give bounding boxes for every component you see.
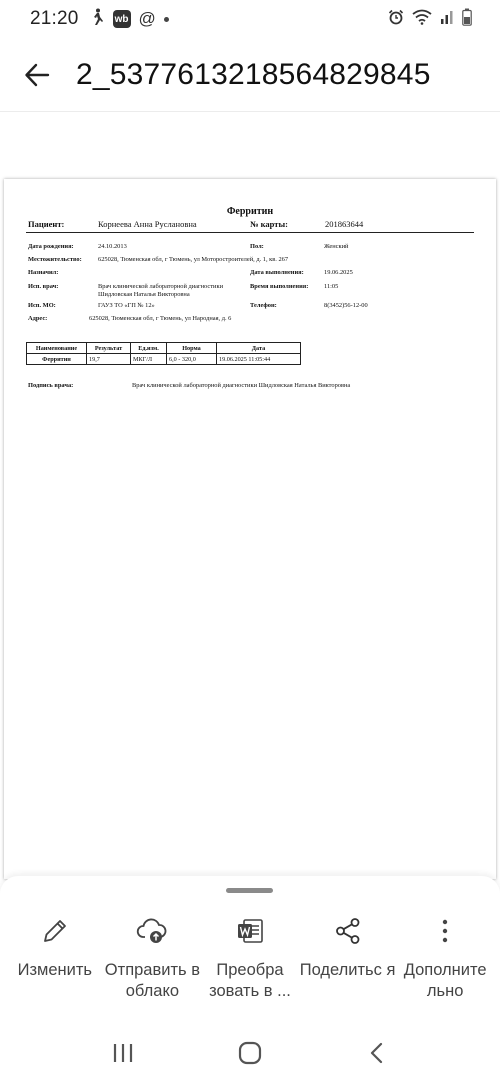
status-right-icons	[388, 8, 472, 31]
card-label: № карты:	[250, 219, 288, 229]
exec-time-value: 11:05	[324, 283, 339, 290]
table-cell: 6,0 - 320,0	[167, 354, 217, 365]
convert-label: Преобра зовать в ...	[209, 961, 291, 1000]
table-cell: Ферритин	[27, 354, 87, 365]
sex-label: Пол:	[250, 243, 264, 250]
share-icon	[331, 914, 365, 948]
status-time: 21:20	[30, 8, 79, 29]
back-button[interactable]	[22, 60, 52, 90]
results-table	[26, 342, 301, 365]
system-nav-bar	[0, 1022, 500, 1083]
table-cell: 19,7	[87, 354, 131, 365]
table-row	[27, 354, 301, 365]
signature-label: Подпись врача:	[28, 382, 74, 389]
table-cell: 19.06.2025 11:05:44	[217, 354, 301, 365]
action-bar	[0, 914, 500, 1002]
home-button[interactable]	[230, 1033, 270, 1073]
edit-button[interactable]	[7, 914, 103, 1002]
signal-icon	[440, 9, 454, 30]
residence-label: Местожительство:	[28, 256, 82, 263]
dot-icon	[164, 17, 169, 22]
alarm-icon	[388, 9, 404, 30]
address-label: Адрес:	[28, 315, 48, 322]
birth-label: Дата рождения:	[28, 243, 74, 250]
phone-value: 8(3452)56-12-00	[324, 302, 368, 309]
back-nav-icon	[367, 1041, 387, 1065]
send-to-cloud-label: Отправить в облако	[104, 961, 200, 1000]
exec-date-value: 19.06.2025	[324, 269, 353, 276]
column-header: Ед.изм.	[131, 343, 167, 354]
share-label: Поделитьс я	[299, 961, 396, 979]
document-page	[4, 179, 496, 879]
share-button[interactable]	[300, 914, 396, 1002]
more-button[interactable]	[397, 914, 493, 1002]
column-header: Результат	[87, 343, 131, 354]
at-icon: @	[138, 9, 156, 28]
recents-icon	[111, 1042, 135, 1064]
more-vertical-icon	[428, 914, 462, 948]
document-title: Ферритин	[226, 206, 274, 217]
convert-button[interactable]	[202, 914, 298, 1002]
edit-label: Изменить	[17, 961, 93, 979]
arrow-left-icon	[24, 62, 50, 88]
table-cell: МКГ/Л	[131, 354, 167, 365]
column-header: Наименование	[27, 343, 87, 354]
home-icon	[237, 1040, 263, 1066]
wifi-icon	[412, 9, 432, 30]
doctor-label: Исп. врач:	[28, 283, 59, 290]
header-rule	[26, 232, 474, 233]
cloud-upload-icon	[135, 914, 169, 948]
table-header-row	[27, 343, 301, 354]
column-header: Дата	[217, 343, 301, 354]
page-title: 2_5377613218564829845	[76, 57, 431, 91]
document-viewer[interactable]	[0, 113, 500, 883]
sheet-drag-handle[interactable]	[226, 888, 273, 893]
exec-time-label: Время выполнения:	[250, 283, 309, 290]
mo-label: Исп. МО:	[28, 302, 56, 309]
word-icon	[233, 914, 267, 948]
battery-icon	[462, 8, 472, 31]
card-value: 201863644	[325, 219, 364, 229]
wb-app-icon: wb	[113, 10, 131, 28]
mo-value: ГАУЗ ТО «ГП № 12»	[98, 302, 155, 309]
back-nav-button[interactable]	[357, 1033, 397, 1073]
pencil-icon	[38, 914, 72, 948]
doctor-value-line2: Шидловская Наталья Викторовна	[98, 291, 190, 298]
doctor-value-line1: Врач клинической лабораторной диагностики	[98, 283, 223, 290]
assigned-label: Назначил:	[28, 269, 59, 276]
address-value: 625028, Тюменская обл, г Тюмень, ул Народная, д. 6	[89, 315, 232, 322]
phone-label: Телефон:	[250, 302, 277, 309]
status-left-icons	[89, 8, 169, 31]
sex-value: Женский	[324, 243, 349, 250]
exec-date-label: Дата выполнения:	[250, 269, 304, 276]
birth-value: 24.10.2013	[98, 243, 127, 250]
residence-value: 625028, Тюменская обл, г Тюмень, ул Моторостроителей, д. 1, кв. 267	[98, 256, 289, 263]
walking-icon	[89, 8, 105, 31]
signature-value: Врач клинической лабораторной диагностики Шидловская Наталья Викторовна	[132, 382, 351, 389]
column-header: Норма	[167, 343, 217, 354]
app-bar	[0, 38, 500, 112]
recents-button[interactable]	[103, 1033, 143, 1073]
patient-value: Корнеева Анна Руслановна	[98, 219, 197, 229]
send-to-cloud-button[interactable]	[104, 914, 200, 1002]
status-bar	[0, 0, 500, 38]
patient-label: Пациент:	[28, 219, 65, 229]
more-label: Дополните льно	[403, 961, 487, 1000]
